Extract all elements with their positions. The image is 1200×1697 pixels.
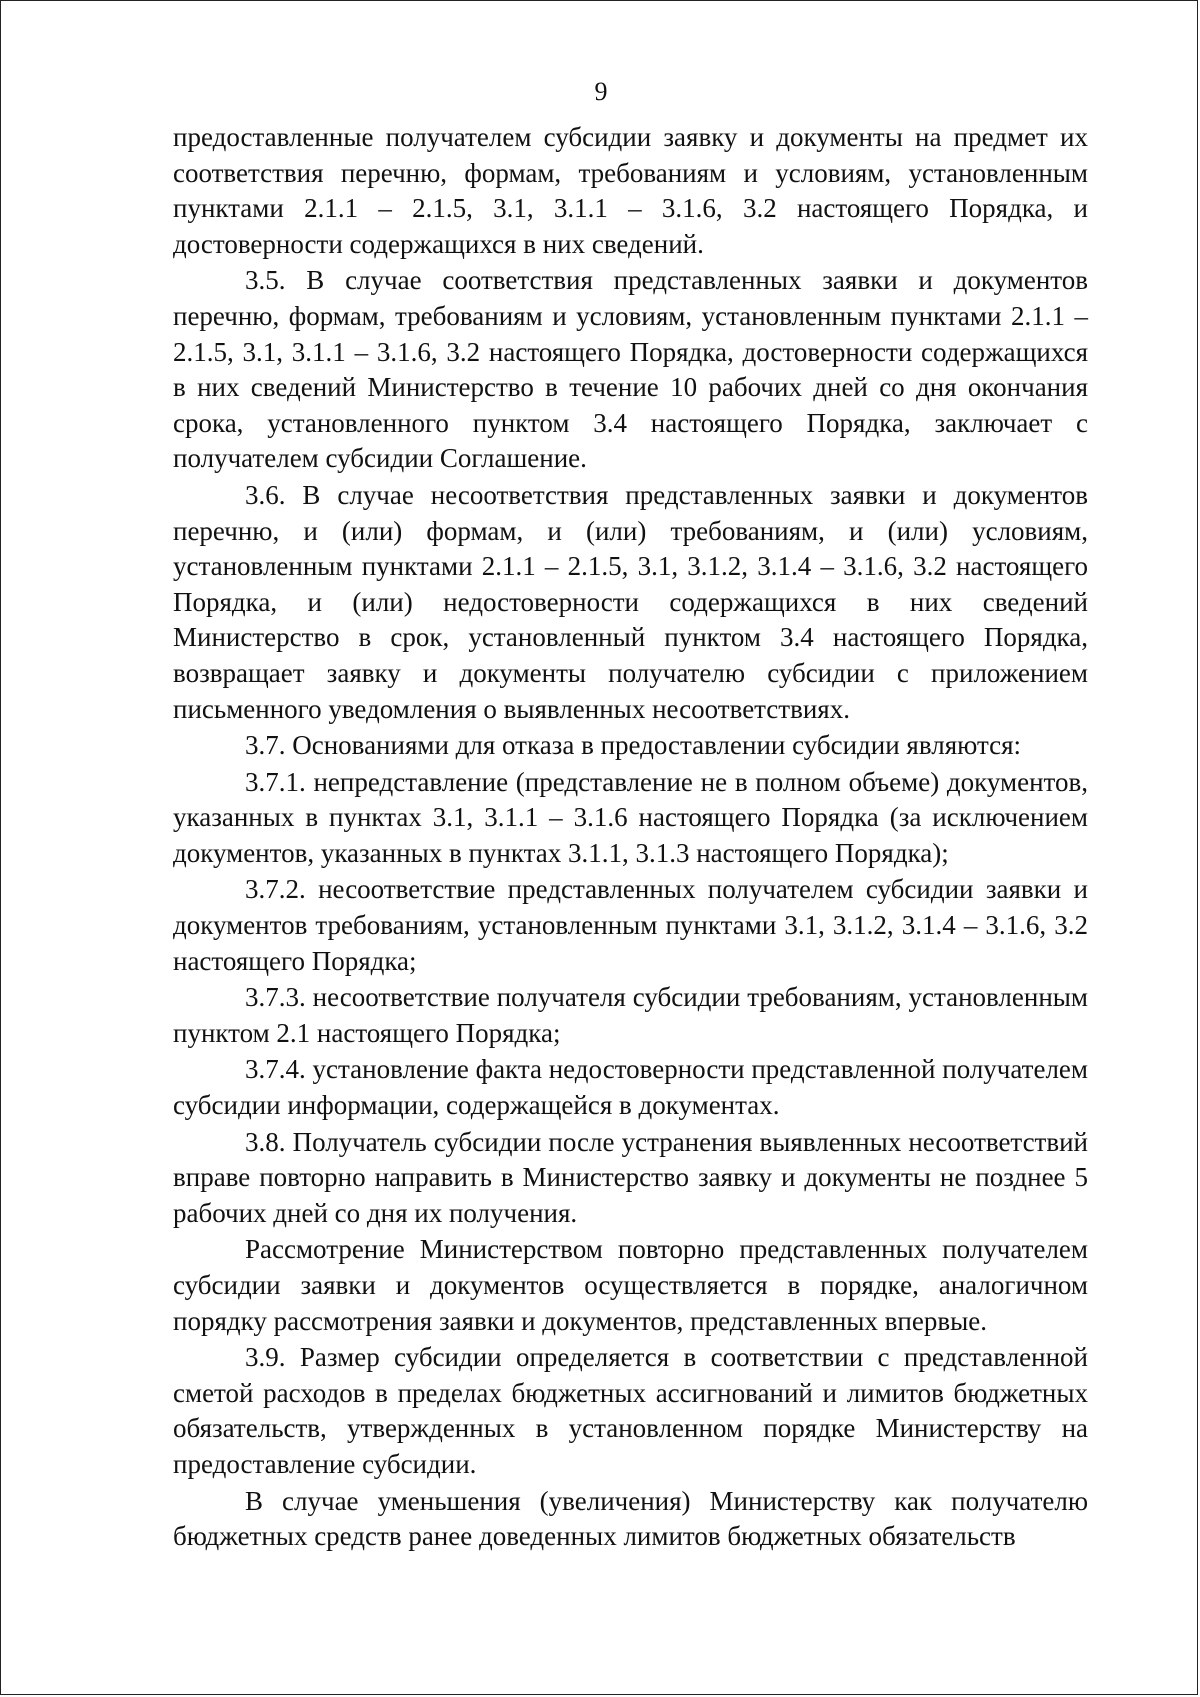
paragraph-3-5: 3.5. В случае соответствия представленных заявки и документов перечню, формам, требованиям и условиям, установленным пунктами 2.1.1 – 2.1.5, 3.1, 3.1.1 – 3.1.6, 3.2 настоящего Порядка, достоверности содержащихся в них сведений Министерство в течение 10 рабочих дней со дня окончания срока, установленного пунктом 3.4 настоящего Порядка, заключает с получателем субсидии Соглашение. xyxy=(173,265,1088,474)
paragraph-continuation: предоставленные получателем субсидии заявку и документы на предмет их соответствия перечню, формам, требованиям и условиям, установленным пунктами 2.1.1 – 2.1.5, 3.1, 3.1.1 – 3.1.6, 3.2 настоящего Порядка, и достоверности содержащихся в них сведений. xyxy=(173,122,1088,259)
paragraph-3-7: 3.7. Основаниями для отказа в предоставлении субсидии являются: xyxy=(245,730,1021,761)
paragraph-limits-change: В случае уменьшения (увеличения) Министерству как получателю бюджетных средств ранее доведенных лимитов бюджетных обязательств xyxy=(173,1485,1088,1552)
paragraph-3-7-3: 3.7.3. несоответствие получателя субсидии требованиям, установленным пунктом 2.1 настоящего Порядка; xyxy=(173,982,1088,1048)
paragraph-3-8: 3.8. Получатель субсидии после устранения выявленных несоответствий вправе повторно направить в Министерство заявку и документы не позднее 5 рабочих дней со дня их получения. xyxy=(173,1126,1088,1228)
paragraph-3-7-2: 3.7.2. несоответствие представленных получателем субсидии заявки и документов требованиям, установленным пунктами 3.1, 3.1.2, 3.1.4 – 3.1.6, 3.2 настоящего Порядка; xyxy=(173,874,1088,976)
paragraph-3-6: 3.6. В случае несоответствия представленных заявки и документов перечню, и (или) формам, и (или) требованиям, и (или) условиям, установленным пунктами 2.1.1 – 2.1.5, 3.1, 3.1.2, 3.1.4 – 3.1.6, 3.2 настоящего Порядка, и (или) недостоверности содержащихся в них сведений Министерство в срок, установленный пунктом 3.4 настоящего Порядка, возвращает заявку и документы получателю субсидии с приложением письменного уведомления о выявленных несоответствиях. xyxy=(173,479,1088,724)
document-body xyxy=(173,120,1088,1555)
paragraph-3-9: 3.9. Размер субсидии определяется в соответствии с представленной сметой расходов в пределах бюджетных ассигнований и лимитов бюджетных обязательств, утвержденных в установленном порядке Министерству на предоставление субсидии. xyxy=(173,1342,1088,1479)
paragraph-3-7-1: 3.7.1. непредставление (представление не в полном объеме) документов, указанных в пунктах 3.1, 3.1.1 – 3.1.6 настоящего Порядка (за исключением документов, указанных в пунктах 3.1.1, 3.1.3 настоящего Порядка); xyxy=(173,766,1088,868)
paragraph-3-7-4: 3.7.4. установление факта недостоверности представленной получателем субсидии информации, содержащейся в документах. xyxy=(173,1054,1088,1121)
page-number: 9 xyxy=(594,77,608,106)
paragraph-reconsideration: Рассмотрение Министерством повторно представленных получателем субсидии заявки и документов осуществляется в порядке, аналогичном порядку рассмотрения заявки и документов, представленных впервые. xyxy=(173,1234,1088,1336)
